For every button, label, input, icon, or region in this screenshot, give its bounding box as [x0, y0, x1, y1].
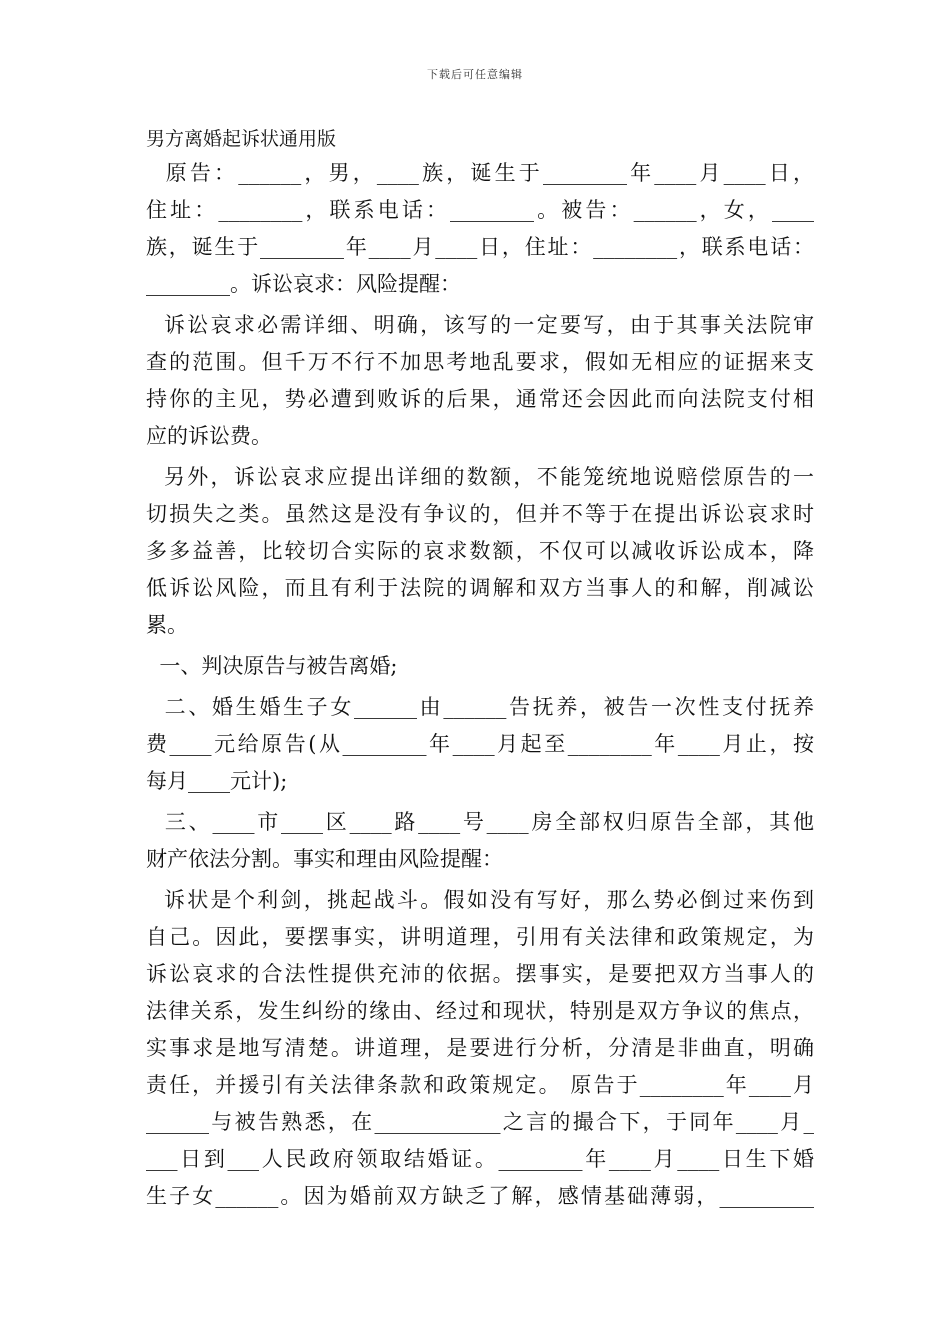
body-text-line: 切损失之类。虽然这是没有争议的，但并不等于在提出诉讼哀求时 — [146, 502, 814, 526]
body-text-line: 多多益善，比较切合实际的哀求数额，不仅可以减收诉讼成本，降 — [146, 539, 814, 563]
body-text-line: 累。 — [146, 613, 188, 637]
body-text-line: 财产依法分割。事实和理由风险提醒： — [146, 847, 503, 871]
body-text-line: 责任，并援引有关法律条款和政策规定。 原告于________年____月 — [146, 1073, 814, 1097]
body-text-line: ___日到___人民政府领取结婚证。________年____月____日生下婚 — [146, 1147, 814, 1171]
body-text-line: 自己。因此，要摆事实，讲明道理，引用有关法律和政策规定，为 — [146, 925, 814, 949]
body-text-line: 原告：______，男，____族，诞生于________年____月____日， — [146, 161, 814, 185]
header-note: 下载后可任意编辑 — [427, 68, 523, 81]
body-text-line: 二、婚生婚生子女______由______告抚养，被告一次性支付抚养 — [146, 695, 814, 719]
body-text-line: 费____元给原告(从________年____月起至________年____月止，按 — [146, 732, 814, 756]
body-text-line: 应的诉讼费。 — [146, 424, 272, 448]
document-body — [146, 155, 814, 1215]
body-text-line: 法律关系，发生纠纷的缘由、经过和现状，特别是双方争议的焦点， — [146, 999, 814, 1023]
body-text-line: 查的范围。但千万不行不加思考地乱要求，假如无相应的证据来支 — [146, 350, 814, 374]
body-text-line: 三、____市____区____路____号____房全部权归原告全部，其他 — [146, 810, 814, 834]
body-text-line: 住址：________，联系电话：________。被告：______，女，____ — [146, 198, 814, 222]
body-text-line: 一、判决原告与被告离婚; — [146, 654, 398, 678]
body-text-line: 诉讼哀求的合法性提供充沛的依据。摆事实，是要把双方当事人的 — [146, 962, 814, 986]
body-text-line: 实事求是地写清楚。讲道理，是要进行分析，分清是非曲直，明确 — [146, 1036, 814, 1060]
body-text-line: 诉状是个利剑，挑起战斗。假如没有写好，那么势必倒过来伤到 — [146, 888, 814, 912]
body-text-line: 低诉讼风险，而且有利于法院的调解和双方当事人的和解，削减讼 — [146, 576, 814, 600]
body-text-line: 生子女______。因为婚前双方缺乏了解，感情基础薄弱，_________ — [146, 1184, 814, 1208]
body-text-line: ________。诉讼哀求：风险提醒： — [146, 272, 461, 296]
body-text-line: 每月____元计); — [146, 769, 288, 793]
body-text-line: 族，诞生于________年____月____日，住址：________，联系电话： — [146, 235, 814, 259]
body-text-line: ______与被告熟悉，在____________之言的撮合下，于同年____月_ — [146, 1110, 814, 1134]
body-text-line: 诉讼哀求必需详细、明确，该写的一定要写，由于其事关法院审 — [146, 313, 814, 337]
body-text-line: 持你的主见，势必遭到败诉的后果，通常还会因此而向法院支付相 — [146, 387, 814, 411]
body-text-line: 另外，诉讼哀求应提出详细的数额，不能笼统地说赔偿原告的一 — [146, 465, 814, 489]
document-title: 男方离婚起诉状通用版 — [146, 128, 337, 150]
